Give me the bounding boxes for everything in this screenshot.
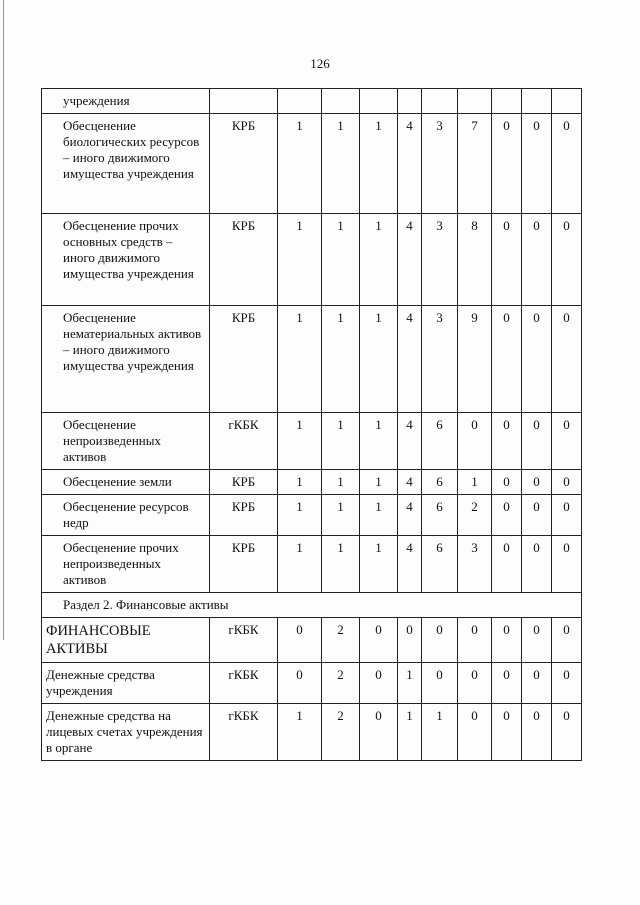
row-digit-cell: 4	[398, 214, 422, 306]
row-digit-cell: 1	[398, 704, 422, 761]
table-row	[42, 495, 582, 536]
row-digit-cell: 1	[398, 663, 422, 704]
row-digit-cell	[522, 89, 552, 114]
row-digit-cell: 4	[398, 114, 422, 214]
row-digit-cell: 1	[360, 413, 398, 470]
row-digit-cell: 0	[492, 663, 522, 704]
table-row	[42, 306, 582, 413]
table-row	[42, 413, 582, 470]
row-digit-cell: 9	[458, 306, 492, 413]
row-digit-cell: 2	[322, 663, 360, 704]
row-code-cell: гКБК	[210, 663, 278, 704]
row-code-cell: гКБК	[210, 618, 278, 663]
row-name-cell: ФИНАНСОВЫЕ АКТИВЫ	[42, 618, 210, 663]
row-digit-cell: 0	[492, 618, 522, 663]
row-digit-cell: 1	[278, 470, 322, 495]
page-number: 126	[310, 56, 330, 71]
row-digit-cell: 0	[492, 470, 522, 495]
row-digit-cell: 1	[278, 413, 322, 470]
row-digit-cell: 6	[422, 470, 458, 495]
row-digit-cell: 2	[322, 618, 360, 663]
row-digit-cell: 0	[552, 618, 582, 663]
table-row	[42, 89, 582, 114]
row-digit-cell: 0	[398, 618, 422, 663]
scan-margin-line	[3, 0, 4, 640]
row-digit-cell: 0	[422, 663, 458, 704]
row-digit-cell: 2	[458, 495, 492, 536]
row-digit-cell: 0	[458, 704, 492, 761]
row-digit-cell: 0	[552, 495, 582, 536]
row-digit-cell: 0	[492, 495, 522, 536]
table-row	[42, 214, 582, 306]
row-digit-cell: 0	[552, 470, 582, 495]
row-digit-cell: 0	[522, 663, 552, 704]
row-digit-cell: 0	[278, 663, 322, 704]
row-digit-cell: 1	[278, 704, 322, 761]
table-row	[42, 114, 582, 214]
row-digit-cell: 1	[322, 495, 360, 536]
row-name-cell: Обесценение прочих основных средств – иного движимого имущества учреждения	[42, 214, 210, 306]
row-name-cell: учреждения	[42, 89, 210, 114]
row-digit-cell: 0	[552, 114, 582, 214]
row-digit-cell: 1	[458, 470, 492, 495]
section-title: Раздел 2. Финансовые активы	[42, 593, 582, 618]
table-row	[42, 663, 582, 704]
row-digit-cell: 0	[492, 214, 522, 306]
row-code-cell: гКБК	[210, 704, 278, 761]
row-digit-cell: 3	[422, 114, 458, 214]
row-digit-cell: 3	[422, 306, 458, 413]
row-digit-cell: 0	[522, 470, 552, 495]
row-digit-cell: 1	[360, 306, 398, 413]
row-digit-cell	[360, 89, 398, 114]
row-digit-cell: 1	[322, 114, 360, 214]
row-digit-cell: 4	[398, 536, 422, 593]
row-digit-cell: 0	[422, 618, 458, 663]
row-digit-cell: 0	[360, 704, 398, 761]
row-digit-cell: 0	[492, 306, 522, 413]
row-code-cell: КРБ	[210, 114, 278, 214]
row-digit-cell: 0	[552, 704, 582, 761]
classification-table	[41, 88, 582, 761]
row-code-cell: КРБ	[210, 536, 278, 593]
row-digit-cell: 6	[422, 495, 458, 536]
row-digit-cell: 0	[552, 306, 582, 413]
row-digit-cell: 1	[322, 306, 360, 413]
row-digit-cell	[398, 89, 422, 114]
row-digit-cell: 1	[322, 214, 360, 306]
row-digit-cell: 0	[278, 618, 322, 663]
row-digit-cell: 1	[360, 214, 398, 306]
row-digit-cell: 4	[398, 413, 422, 470]
row-name-cell: Денежные средства на лицевых счетах учреждения в органе	[42, 704, 210, 761]
row-digit-cell: 1	[360, 495, 398, 536]
row-digit-cell: 2	[322, 704, 360, 761]
row-digit-cell	[278, 89, 322, 114]
row-digit-cell: 4	[398, 495, 422, 536]
row-digit-cell: 0	[522, 704, 552, 761]
row-name-cell: Обесценение прочих непроизведенных активов	[42, 536, 210, 593]
row-digit-cell: 6	[422, 536, 458, 593]
row-digit-cell: 0	[522, 306, 552, 413]
row-digit-cell: 0	[552, 214, 582, 306]
row-digit-cell: 8	[458, 214, 492, 306]
row-digit-cell: 0	[522, 536, 552, 593]
row-digit-cell: 1	[322, 470, 360, 495]
row-digit-cell: 0	[458, 618, 492, 663]
row-digit-cell: 0	[458, 413, 492, 470]
table-row	[42, 470, 582, 495]
row-digit-cell: 3	[458, 536, 492, 593]
section-row	[42, 593, 582, 618]
row-code-cell: КРБ	[210, 495, 278, 536]
row-digit-cell: 1	[422, 704, 458, 761]
row-digit-cell: 4	[398, 470, 422, 495]
row-name-cell: Обесценение нематериальных активов – иного движимого имущества учреждения	[42, 306, 210, 413]
row-digit-cell	[492, 89, 522, 114]
row-digit-cell: 1	[360, 114, 398, 214]
row-digit-cell: 0	[552, 663, 582, 704]
row-digit-cell: 0	[552, 536, 582, 593]
row-code-cell: КРБ	[210, 306, 278, 413]
row-digit-cell: 1	[360, 536, 398, 593]
row-name-cell: Обесценение биологических ресурсов – иного движимого имущества учреждения	[42, 114, 210, 214]
row-digit-cell: 1	[322, 413, 360, 470]
row-name-cell: Обесценение ресурсов недр	[42, 495, 210, 536]
row-digit-cell: 0	[492, 413, 522, 470]
row-digit-cell: 0	[492, 536, 522, 593]
row-digit-cell: 0	[552, 413, 582, 470]
row-digit-cell: 0	[458, 663, 492, 704]
row-code-cell: КРБ	[210, 470, 278, 495]
row-digit-cell	[458, 89, 492, 114]
row-digit-cell: 1	[278, 536, 322, 593]
row-code-cell: КРБ	[210, 214, 278, 306]
row-digit-cell: 0	[522, 114, 552, 214]
table-row	[42, 618, 582, 663]
row-digit-cell: 0	[522, 413, 552, 470]
row-digit-cell: 1	[278, 214, 322, 306]
row-name-cell: Денежные средства учреждения	[42, 663, 210, 704]
row-code-cell	[210, 89, 278, 114]
row-digit-cell: 1	[278, 306, 322, 413]
table-row	[42, 536, 582, 593]
row-digit-cell	[322, 89, 360, 114]
row-digit-cell: 1	[278, 495, 322, 536]
row-digit-cell: 3	[422, 214, 458, 306]
row-digit-cell: 0	[360, 618, 398, 663]
row-digit-cell: 1	[322, 536, 360, 593]
row-digit-cell: 0	[360, 663, 398, 704]
row-digit-cell: 1	[278, 114, 322, 214]
row-digit-cell: 1	[360, 470, 398, 495]
row-digit-cell: 7	[458, 114, 492, 214]
row-digit-cell: 6	[422, 413, 458, 470]
row-name-cell: Обесценение непроизведенных активов	[42, 413, 210, 470]
row-code-cell: гКБК	[210, 413, 278, 470]
table-row	[42, 704, 582, 761]
row-digit-cell: 0	[522, 495, 552, 536]
row-digit-cell: 0	[492, 114, 522, 214]
row-digit-cell: 4	[398, 306, 422, 413]
row-digit-cell	[552, 89, 582, 114]
row-digit-cell: 0	[522, 214, 552, 306]
row-digit-cell	[422, 89, 458, 114]
row-digit-cell: 0	[522, 618, 552, 663]
row-digit-cell: 0	[492, 704, 522, 761]
row-name-cell: Обесценение земли	[42, 470, 210, 495]
